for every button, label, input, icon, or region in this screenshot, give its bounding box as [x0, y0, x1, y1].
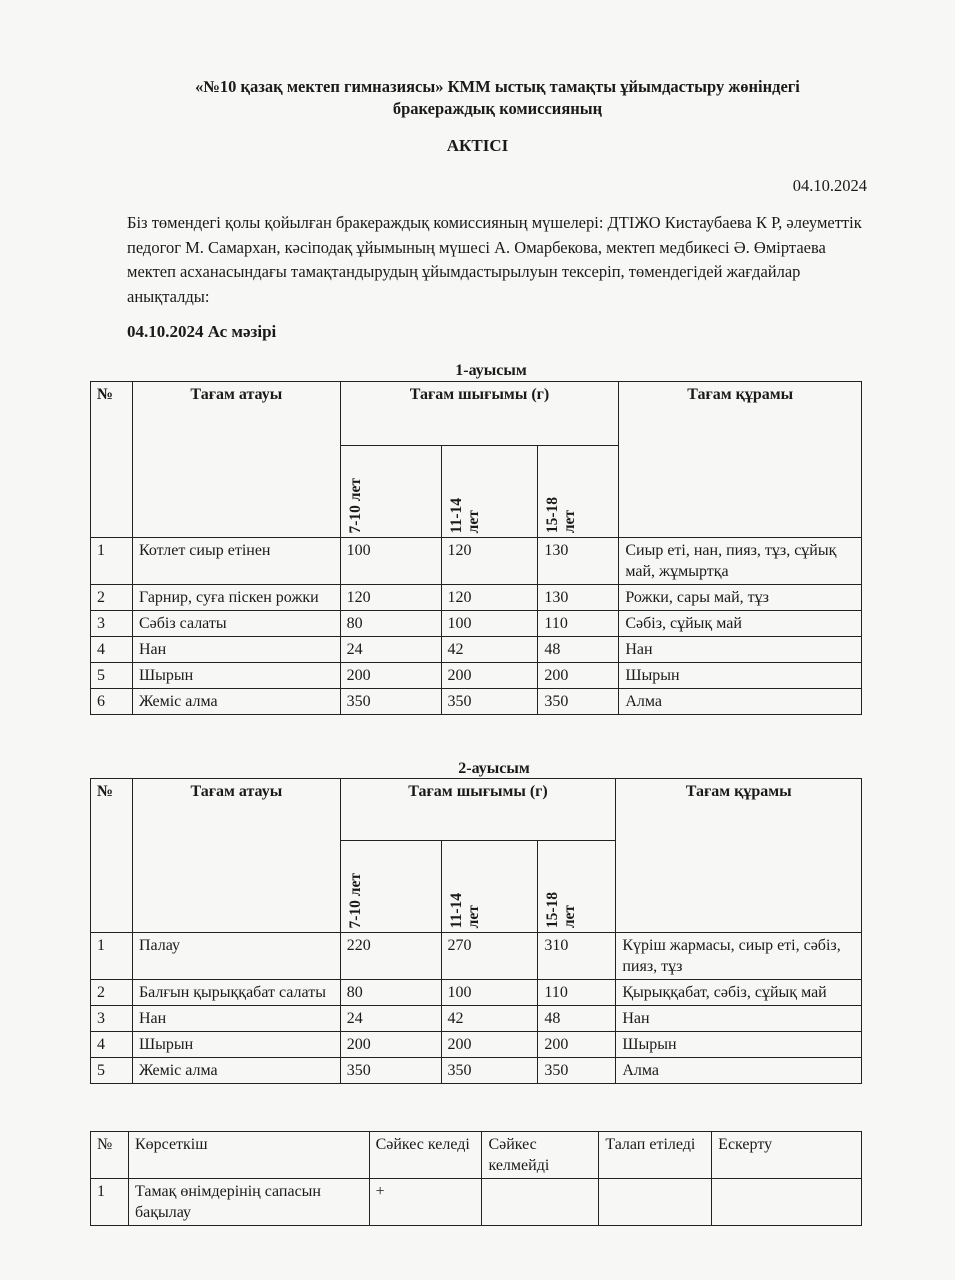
dish-name: Балғын қырыққабат салаты: [132, 980, 340, 1006]
output-7-10: 200: [340, 663, 441, 689]
check-col-indicator: Көрсеткіш: [128, 1132, 369, 1179]
col-output: Тағам шығымы (г): [340, 779, 616, 841]
quality-check-table: [90, 1131, 862, 1226]
row-number: 3: [91, 611, 133, 637]
menu-date-heading: 04.10.2024 Ас мәзірі: [127, 322, 277, 341]
dish-composition: Күріш жармасы, сиыр еті, сәбіз, пияз, тұз: [616, 933, 862, 980]
table-row: [91, 637, 862, 663]
dish-composition: Қырыққабат, сәбіз, сұйық май: [616, 980, 862, 1006]
table-row: [91, 1006, 862, 1032]
shift1-menu-table: [90, 381, 862, 715]
col-age-7-10: 7-10 лет: [340, 841, 441, 933]
check-col-num: №: [91, 1132, 129, 1179]
dish-composition: Нан: [616, 1006, 862, 1032]
table-row: [91, 1179, 862, 1226]
shift1-label: 1-ауысым: [455, 362, 527, 379]
output-7-10: 200: [340, 1032, 441, 1058]
check-col-note: Ескерту: [712, 1132, 862, 1179]
row-number: 4: [91, 637, 133, 663]
dish-composition: Алма: [619, 689, 862, 715]
output-11-14: 350: [441, 689, 538, 715]
output-7-10: 24: [340, 1006, 441, 1032]
dish-composition: Сиыр еті, нан, пияз, тұз, сұйық май, жұмыртқа: [619, 538, 862, 585]
dish-name: Гарнир, суға піскен рожки: [132, 585, 340, 611]
check-col-required: Талап етіледі: [599, 1132, 712, 1179]
table-row: [91, 689, 862, 715]
output-15-18: 310: [538, 933, 616, 980]
output-15-18: 130: [538, 538, 619, 585]
row-number: 1: [91, 538, 133, 585]
output-11-14: 270: [441, 933, 538, 980]
col-num: №: [91, 779, 133, 933]
output-7-10: 80: [340, 611, 441, 637]
check-col-nomatch: Сәйкес келмейді: [482, 1132, 599, 1179]
dish-composition: Шырын: [619, 663, 862, 689]
output-11-14: 200: [441, 1032, 538, 1058]
act-title: АКТІСІ: [446, 136, 509, 155]
output-7-10: 350: [340, 1058, 441, 1084]
row-number: 2: [91, 980, 133, 1006]
output-11-14: 120: [441, 538, 538, 585]
output-11-14: 350: [441, 1058, 538, 1084]
note: [712, 1179, 862, 1226]
dish-name: Котлет сиыр етінен: [132, 538, 340, 585]
table-row: [91, 1032, 862, 1058]
dish-name: Жеміс алма: [132, 689, 340, 715]
row-number: 3: [91, 1006, 133, 1032]
dish-name: Сәбіз салаты: [132, 611, 340, 637]
col-composition: Тағам құрамы: [616, 779, 862, 933]
col-age-11-14: 11-14 лет: [441, 841, 538, 933]
dish-composition: Нан: [619, 637, 862, 663]
table-row: [91, 538, 862, 585]
row-number: 1: [91, 1179, 129, 1226]
output-11-14: 100: [441, 611, 538, 637]
output-7-10: 100: [340, 538, 441, 585]
output-15-18: 350: [538, 689, 619, 715]
output-15-18: 200: [538, 1032, 616, 1058]
output-11-14: 42: [441, 637, 538, 663]
output-7-10: 24: [340, 637, 441, 663]
dish-composition: Алма: [616, 1058, 862, 1084]
output-15-18: 48: [538, 637, 619, 663]
col-age-15-18: 15-18 лет: [538, 446, 619, 538]
table-row: [91, 1058, 862, 1084]
output-7-10: 220: [340, 933, 441, 980]
dish-name: Нан: [132, 637, 340, 663]
row-number: 5: [91, 663, 133, 689]
output-15-18: 350: [538, 1058, 616, 1084]
output-11-14: 42: [441, 1006, 538, 1032]
intro-paragraph: Біз төмендегі қолы қойылған бракераждық комиссияның мүшелері: ДТІЖО Кистаубаева К Р, әлеуметтік педогог М. Самархан, кәсіподақ ұйымының мүшесі А. Омарбекова, мектеп медбикесі Ә. Өміртаева мектеп асханасындағы тамақтандырудың ұйымдастырылуын тексеріп, төмендегідей жағдайлар анықталды:: [127, 213, 862, 306]
col-age-7-10: 7-10 лет: [340, 446, 441, 538]
col-dish-name: Тағам атауы: [132, 779, 340, 933]
col-age-11-14: 11-14 лет: [441, 446, 538, 538]
dish-name: Шырын: [132, 1032, 340, 1058]
shift2-rows: [91, 933, 862, 1084]
dish-composition: Рожки, сары май, тұз: [619, 585, 862, 611]
output-15-18: 110: [538, 611, 619, 637]
dish-name: Нан: [132, 1006, 340, 1032]
nomatch-mark: [482, 1179, 599, 1226]
output-15-18: 200: [538, 663, 619, 689]
row-number: 6: [91, 689, 133, 715]
shift2-menu-table: [90, 778, 862, 1084]
output-11-14: 200: [441, 663, 538, 689]
table-row: [91, 611, 862, 637]
row-number: 2: [91, 585, 133, 611]
match-mark: +: [369, 1179, 482, 1226]
output-15-18: 48: [538, 1006, 616, 1032]
required-mark: [599, 1179, 712, 1226]
dish-name: Шырын: [132, 663, 340, 689]
dish-name: Жеміс алма: [132, 1058, 340, 1084]
row-number: 1: [91, 933, 133, 980]
table-row: [91, 933, 862, 980]
check-col-match: Сәйкес келеді: [369, 1132, 482, 1179]
output-7-10: 80: [340, 980, 441, 1006]
table-row: [91, 980, 862, 1006]
shift1-rows: [91, 538, 862, 715]
shift2-label: 2-ауысым: [458, 760, 530, 777]
col-num: №: [91, 382, 133, 538]
table-row: [91, 663, 862, 689]
header-title-line2: бракераждық комиссияның: [392, 99, 603, 118]
output-7-10: 120: [340, 585, 441, 611]
output-15-18: 130: [538, 585, 619, 611]
row-number: 4: [91, 1032, 133, 1058]
output-11-14: 120: [441, 585, 538, 611]
dish-composition: Сәбіз, сұйық май: [619, 611, 862, 637]
col-dish-name: Тағам атауы: [132, 382, 340, 538]
output-11-14: 100: [441, 980, 538, 1006]
col-output: Тағам шығымы (г): [340, 382, 619, 446]
dish-name: Палау: [132, 933, 340, 980]
indicator: Тамақ өнімдерінің сапасын бақылау: [128, 1179, 369, 1226]
row-number: 5: [91, 1058, 133, 1084]
document-header: [100, 76, 895, 120]
output-7-10: 350: [340, 689, 441, 715]
table-row: [91, 585, 862, 611]
dish-composition: Шырын: [616, 1032, 862, 1058]
col-composition: Тағам құрамы: [619, 382, 862, 538]
output-15-18: 110: [538, 980, 616, 1006]
document-date: 04.10.2024: [792, 176, 867, 195]
check-rows: [91, 1179, 862, 1226]
header-title-line1: «№10 қазақ мектеп гимназиясы» КММ ыстық тамақты ұйымдастыру жөніндегі: [195, 77, 800, 96]
col-age-15-18: 15-18 лет: [538, 841, 616, 933]
